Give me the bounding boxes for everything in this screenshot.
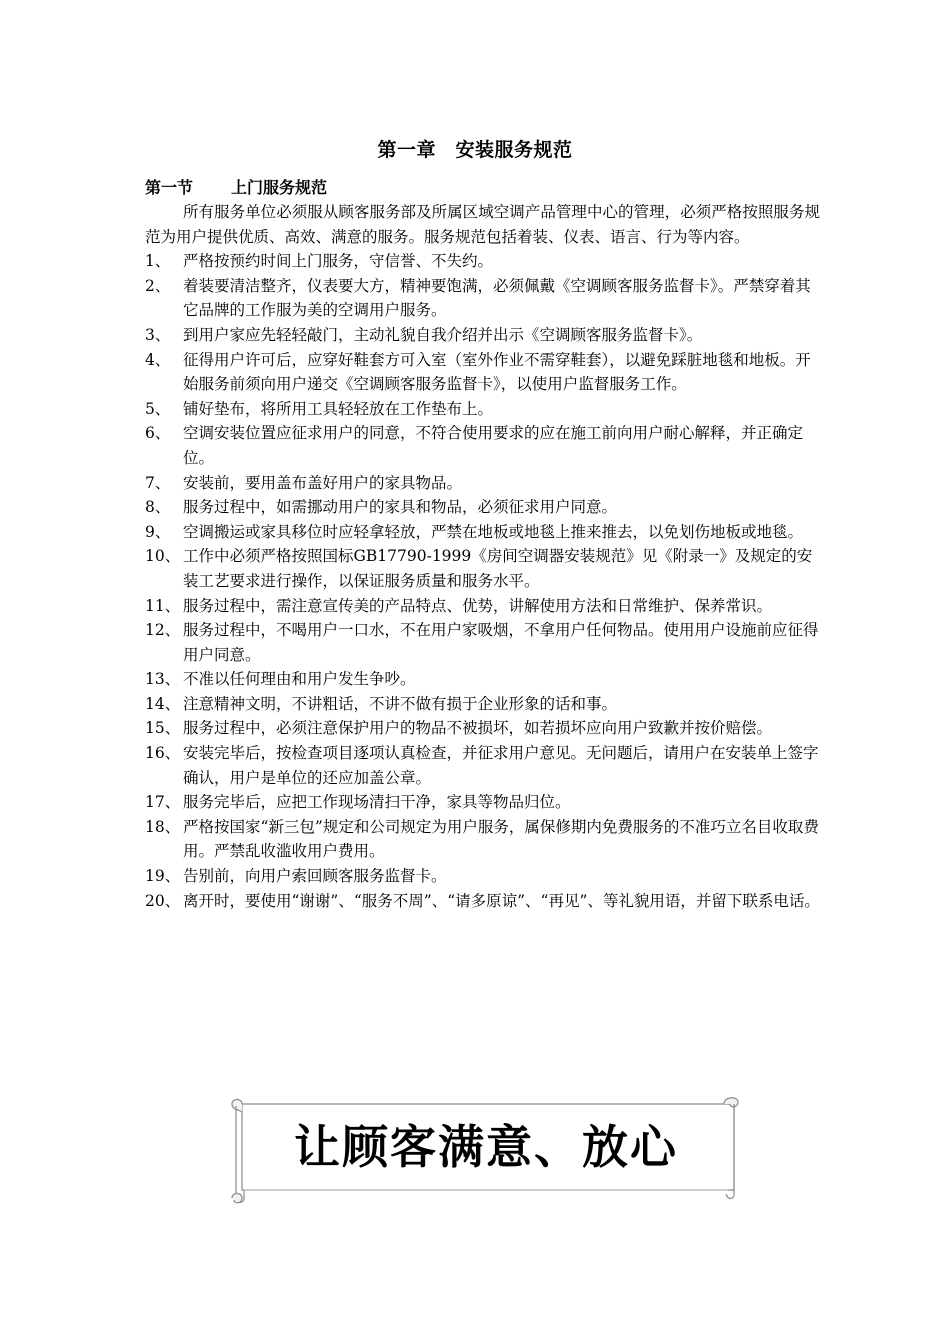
section-title: 上门服务规范 [231, 178, 328, 197]
rule-text: 服务过程中，如需挪动用户的家具和物品，必须征求用户同意。 [183, 498, 618, 517]
slogan-scroll-banner [228, 1094, 744, 1206]
rule-text: 空调安装位置应征求用户的同意，不符合使用要求的应在施工前向用户耐心解释，并正确定位。 [183, 424, 804, 467]
rule-text: 安装完毕后，按检查项目逐项认真检查，并征求用户意见。无问题后，请用户在安装单上签字确认，用户是单位的还应加盖公章。 [183, 744, 819, 787]
rule-text: 安装前，要用盖布盖好用户的家具物品。 [183, 473, 463, 492]
rule-number: 5、 [145, 399, 171, 418]
intro-paragraph: 所有服务单位必须服从顾客服务部及所属区域空调产品管理中心的管理，必须严格按照服务规范为用户提供优质、高效、满意的服务。服务规范包括着装、仪表、语言、行为等内容。 [145, 203, 820, 246]
rule-item [145, 618, 820, 667]
rule-text: 铺好垫布，将所用工具轻轻放在工作垫布上。 [183, 399, 494, 418]
rule-number: 8、 [145, 498, 171, 517]
rule-text: 服务过程中，必须注意保护用户的物品不被损坏，如若损坏应向用户致歉并按价赔偿。 [183, 719, 773, 738]
rule-number: 14、 [145, 694, 181, 713]
rule-number: 16、 [145, 744, 181, 763]
rule-text: 离开时，要使用“谢谢”、“服务不周”、“请多原谅”、“再见”、等礼貌用语，并留下联系电话。 [183, 891, 820, 910]
rules-list [145, 249, 820, 913]
rule-number: 13、 [145, 670, 181, 689]
rule-number: 7、 [145, 473, 171, 492]
rule-item [145, 397, 820, 422]
rule-number: 4、 [145, 350, 171, 369]
rule-item [145, 790, 820, 815]
rule-text: 告别前，向用户索回顾客服务监督卡。 [183, 867, 447, 886]
rule-item [145, 716, 820, 741]
rule-text: 不准以任何理由和用户发生争吵。 [183, 670, 416, 689]
rule-text: 严格按国家“新三包”规定和公司规定为用户服务，属保修期内免费服务的不准巧立名目收取费用。严禁乱收滥收用户费用。 [183, 817, 819, 861]
rule-item [145, 520, 820, 545]
rule-item [145, 471, 820, 496]
rule-number: 17、 [145, 793, 181, 812]
rule-text: 工作中必须严格按照国标GB17790-1999《房间空调器安装规范》见《附录一》及规定的安装工艺要求进行操作，以保证服务质量和服务水平。 [183, 547, 813, 590]
rule-number: 11、 [145, 596, 181, 615]
rule-item [145, 741, 820, 790]
rule-item [145, 815, 820, 864]
rule-text: 着装要清洁整齐，仪表要大方，精神要饱满，必须佩戴《空调顾客服务监督卡》。严禁穿着其它品牌的工作服为美的空调用户服务。 [183, 276, 811, 320]
rule-text: 征得用户许可后，应穿好鞋套方可入室（室外作业不需穿鞋套），以避免踩脏地毯和地板。开始服务前须向用户递交《空调顾客服务监督卡》，以使用户监督服务工作。 [183, 350, 811, 394]
rule-item [145, 544, 820, 593]
rule-text: 空调搬运或家具移位时应轻拿轻放，严禁在地板或地毯上推来推去，以免划伤地板或地毯。 [183, 522, 804, 541]
rule-number: 10、 [145, 547, 181, 566]
rule-item [145, 348, 820, 397]
section-heading [145, 176, 327, 200]
rule-number: 1、 [145, 252, 171, 271]
rule-text: 服务完毕后，应把工作现场清扫干净，家具等物品归位。 [183, 793, 571, 812]
rule-item [145, 692, 820, 717]
rule-number: 12、 [145, 621, 181, 640]
rule-number: 15、 [145, 719, 181, 738]
rule-text: 服务过程中，不喝用户一口水，不在用户家吸烟，不拿用户任何物品。使用用户设施前应征得用户同意。 [183, 621, 819, 664]
slogan-text: 让顾客满意、放心 [294, 1120, 678, 1174]
rule-item [145, 323, 820, 348]
rule-text: 到用户家应先轻轻敲门，主动礼貌自我介绍并出示《空调顾客服务监督卡》。 [183, 325, 703, 344]
rule-text: 注意精神文明，不讲粗话，不讲不做有损于企业形象的话和事。 [183, 694, 618, 713]
rule-item [145, 495, 820, 520]
rule-text: 严格按预约时间上门服务，守信誉、不失约。 [183, 252, 494, 271]
rule-number: 2、 [145, 276, 171, 295]
section-number: 第一节 [145, 178, 194, 197]
rule-item [145, 274, 820, 323]
chapter-title: 第一章 安装服务规范 [377, 139, 573, 161]
rule-item [145, 889, 820, 914]
rule-number: 9、 [145, 522, 171, 541]
rule-item [145, 667, 820, 692]
rule-item [145, 864, 820, 889]
rule-number: 19、 [145, 867, 181, 886]
rule-text: 服务过程中，需注意宣传美的产品特点、优势，讲解使用方法和日常维护、保养常识。 [183, 596, 773, 615]
rule-number: 18、 [145, 817, 181, 836]
rule-item [145, 421, 820, 470]
rule-number: 3、 [145, 325, 171, 344]
rule-item [145, 249, 820, 274]
rule-item [145, 594, 820, 619]
rule-number: 20、 [145, 891, 181, 910]
rule-number: 6、 [145, 424, 171, 443]
document-body [145, 200, 820, 913]
